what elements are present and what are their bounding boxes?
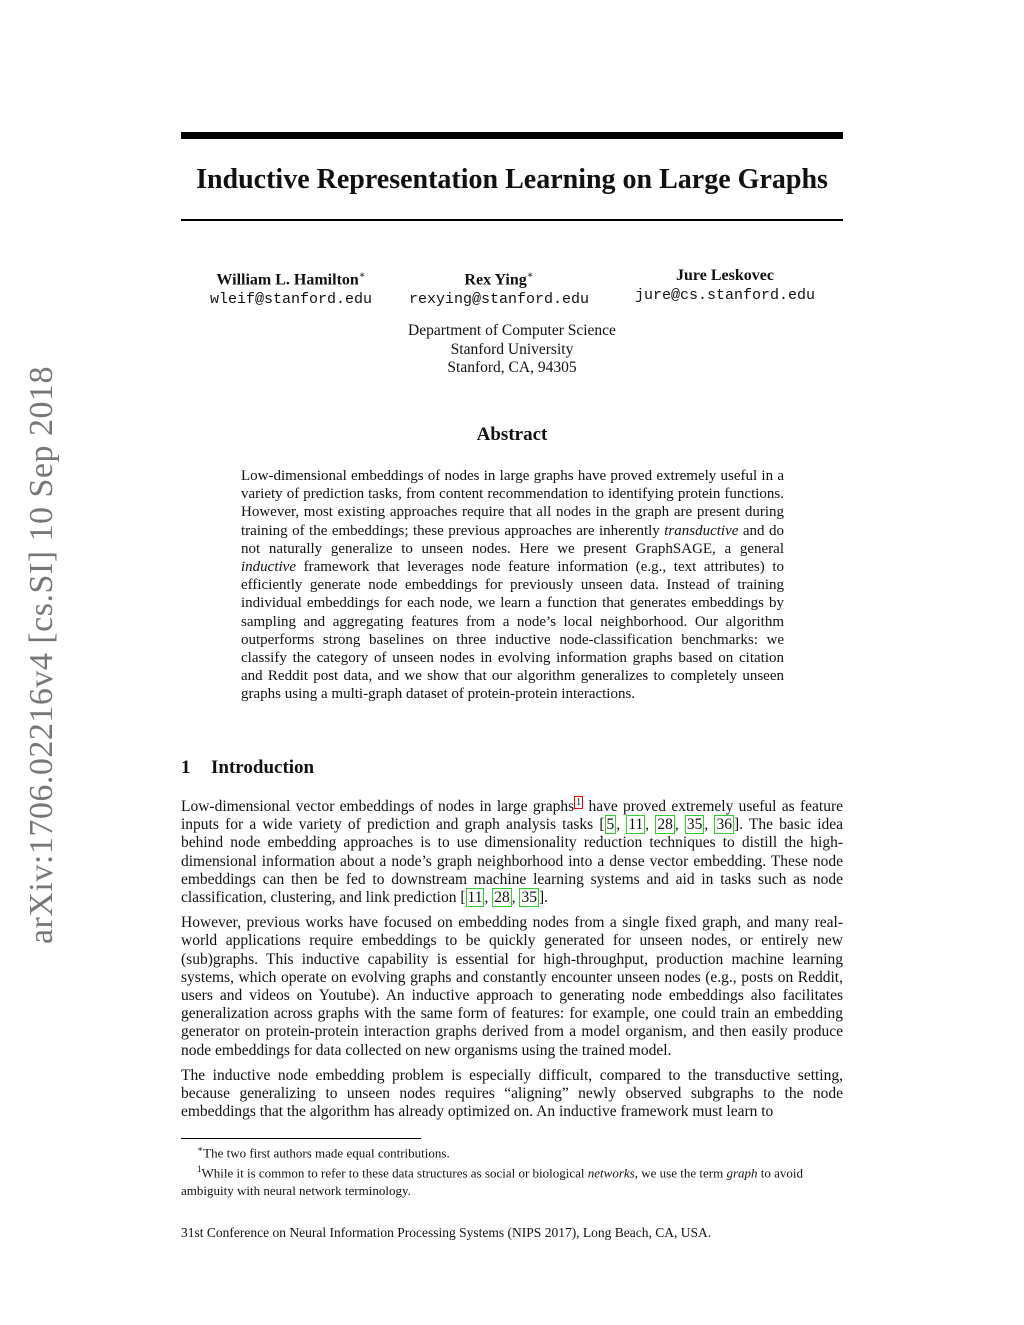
- university: Stanford University: [450, 340, 574, 358]
- abstract-heading: Abstract: [476, 424, 548, 445]
- author-name: Rex Ying: [464, 271, 527, 289]
- author-name: Jure Leskovec: [676, 267, 774, 284]
- citation-link[interactable]: 28: [494, 889, 510, 907]
- emphasis-transductive: transductive: [664, 522, 739, 539]
- author-leskovec: [625, 266, 825, 306]
- title-rule-bottom: [181, 219, 843, 221]
- footnote-equal-contribution: ∗The two first authors made equal contributions.: [197, 1144, 450, 1161]
- equal-contribution-mark: ∗: [358, 270, 366, 281]
- citation-link[interactable]: 35: [521, 889, 537, 907]
- title-rule-top: [181, 132, 843, 139]
- arxiv-identifier: arXiv:1706.02216v4 [cs.SI] 10 Sep 2018: [23, 365, 60, 945]
- footnote-1: $^1$While it is common to refer to these data structures as social or biological networks, we use the term graph to avoid ambiguity with neural network terminology.: [181, 1164, 803, 1198]
- citation-link[interactable]: 35: [686, 816, 703, 834]
- author-email: rexying@stanford.edu: [408, 291, 590, 309]
- arxiv-sidebar: [12, 365, 72, 945]
- author-hamilton: [191, 266, 391, 310]
- author-block: [181, 266, 843, 310]
- citation-link[interactable]: 11: [467, 889, 483, 907]
- footnote-link-1[interactable]: 1: [576, 796, 582, 808]
- address: Stanford, CA, 94305: [447, 359, 577, 376]
- intro-paragraph-1: Low-dimensional vector embeddings of nodes in large graphs $^1$ have proved extremely useful as feature inputs for a wide variety of prediction and graph analysis tasks [ 5 , 11 , 28 , 35 , 36 ]. The basic idea behind node embedding approaches is to use dimensionality reduction techniques to distill the high-dimensional information about a node’s graph neighborhood into a dense vector embedding. These node embeddings can then be fed to downstream machine learning systems and aid in tasks such as node classification, clustering, and link prediction [ 11 , 28 , 35 ].: [181, 796, 844, 907]
- footnote-rule: [181, 1138, 421, 1139]
- footnotes: [181, 1141, 843, 1199]
- section-number: 1: [181, 757, 191, 778]
- department: Department of Computer Science: [408, 322, 616, 339]
- citation-link[interactable]: 11: [628, 816, 644, 834]
- author-email: wleif@stanford.edu: [209, 291, 373, 309]
- abstract-text: Low-dimensional embeddings of nodes in large graphs have proved extremely useful in a variety of prediction tasks, from content recommendation to identifying protein functions. However, most existing approaches require that all nodes in the graph are present during training of the embeddings; these previous approaches are inherently transductive and do not naturally generalize to unseen nodes. Here we present GraphSAGE, a general inductive framework that leverages node feature information (e.g., text attributes) to efficiently generate node embeddings for previously unseen data. Instead of training individual embeddings for each node, we learn a function that generates embeddings by sampling and aggregating features from a node’s local neighborhood. Our algorithm outperforms strong baselines on three inductive node-classification benchmarks: we classify the category of unseen nodes in evolving information graphs based on citation and Reddit post data, and we show that our algorithm generalizes to completely unseen graphs using a multi-graph dataset of protein-protein interactions.: [241, 468, 784, 703]
- intro-paragraph-2: However, previous works have focused on embedding nodes from a single fixed graph, and many real-world applications require embeddings to be quickly generated for unseen nodes, or entirely new (sub)graphs. This inductive capability is essential for high-throughput, production machine learning systems, which operate on evolving graphs and constantly encounter unseen nodes (e.g., posts on Reddit, users and videos on Youtube). An inductive approach to generating node embeddings also facilitates generalization across graphs with the same form of features: for example, one could train an embedding generator on protein-protein interaction graphs derived from a model organism, and then easily produce node embeddings for data collected on new organisms using the trained model.: [181, 914, 843, 1059]
- author-email: jure@cs.stanford.edu: [634, 287, 816, 304]
- author-ying: [399, 266, 599, 310]
- affiliation: [181, 322, 843, 378]
- section-title: Introduction: [211, 757, 315, 778]
- paper-title: Inductive Representation Learning on Large Graphs: [196, 164, 828, 195]
- citation-link[interactable]: 5: [606, 816, 615, 834]
- citation-link[interactable]: 28: [657, 816, 673, 834]
- section-heading-introduction: [181, 757, 314, 779]
- conference-footer: 31st Conference on Neural Information Processing Systems (NIPS 2017), Long Beach, CA, USA.: [181, 1225, 712, 1240]
- citation-link[interactable]: 36: [716, 816, 732, 834]
- emphasis-inductive: inductive: [241, 559, 296, 576]
- introduction-body: [181, 798, 843, 1128]
- intro-paragraph-3: The inductive node embedding problem is especially difficult, compared to the transductive setting, because generalizing to unseen nodes requires “aligning” newly observed subgraphs to the node embeddings that the algorithm has already optimized on. An inductive framework must learn to: [181, 1066, 843, 1121]
- author-name: William L. Hamilton: [216, 271, 359, 289]
- equal-contribution-mark: ∗: [526, 270, 534, 281]
